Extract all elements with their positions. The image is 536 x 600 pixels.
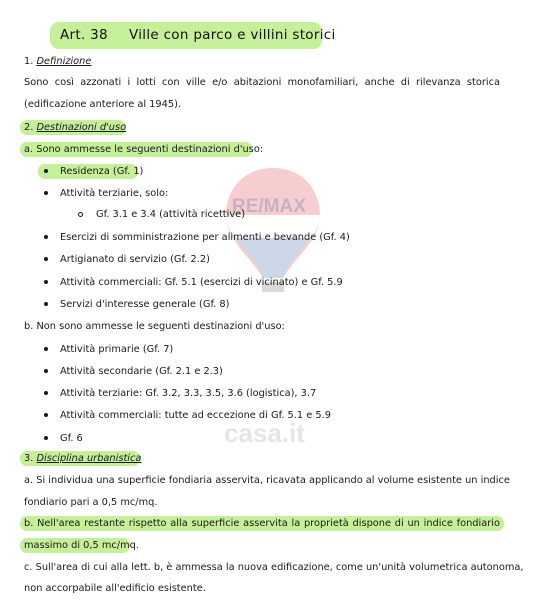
remax-watermark-text: RE/MAX bbox=[232, 196, 306, 217]
section-2-heading bbox=[24, 121, 126, 135]
list-item: Artigianato di servizio (Gf. 2.2) bbox=[60, 254, 210, 265]
casa-watermark-text: casa.it bbox=[224, 418, 305, 448]
bullet bbox=[44, 302, 48, 306]
section-3c-line-1: c. Sull'area di cui alla lett. b, è ammessa la nuova edificazione, come un'unità volumetrica autonoma, bbox=[24, 562, 524, 573]
bullet bbox=[44, 391, 48, 395]
article-name: Ville con parco e villini storici bbox=[129, 27, 336, 43]
bullet bbox=[44, 169, 48, 173]
section-3a-line-1: a. Si individua una superficie fondiaria asservita, ricavata applicando al volume esistente un indice bbox=[24, 475, 510, 486]
section-3c-line-2: non accorpabile all'edificio esistente. bbox=[24, 583, 206, 594]
bullet bbox=[44, 436, 48, 440]
list-item: Residenza (Gf. 1) bbox=[60, 166, 144, 177]
list-item: Servizi d'interesse generale (Gf. 8) bbox=[60, 299, 230, 310]
list-item: Attività commerciali: tutte ad eccezione di Gf. 5.1 e 5.9 bbox=[60, 410, 331, 421]
bullet bbox=[44, 369, 48, 373]
sub-bullet bbox=[78, 212, 83, 217]
bullet bbox=[44, 235, 48, 239]
bullet bbox=[44, 347, 48, 351]
section-3a-line-2: fondiario pari a 0,5 mc/mq. bbox=[24, 497, 158, 508]
section-1-text-line-1: Sono così azzonati i lotti con ville e/o abitazioni monofamiliari, anche di rilevanza storica bbox=[24, 77, 500, 88]
bullet bbox=[44, 413, 48, 417]
section-1-text-line-2: (edificazione anteriore al 1945). bbox=[24, 99, 182, 110]
section-1-heading bbox=[24, 55, 91, 69]
section-1-title: Definizione bbox=[36, 56, 92, 67]
list-item: Attività secondarie (Gf. 2.1 e 2.3) bbox=[60, 366, 223, 377]
list-sub-item: Gf. 3.1 e 3.4 (attività ricettive) bbox=[96, 209, 246, 220]
list-item: Attività terziarie, solo: bbox=[60, 188, 169, 199]
section-3b-line-1: b. Nell'area restante rispetto alla superficie asservita la proprietà dispone di un indice fondiario bbox=[24, 518, 500, 529]
list-item: Attività commerciali: Gf. 5.1 (esercizi di vicinato) e Gf. 5.9 bbox=[60, 277, 343, 288]
section-1-number: 1. bbox=[24, 56, 34, 67]
list-item: Attività primarie (Gf. 7) bbox=[60, 344, 174, 355]
section-2-number: 2. bbox=[24, 122, 34, 133]
section-2-title: Destinazioni d'uso bbox=[36, 122, 127, 133]
article-title bbox=[60, 27, 336, 43]
section-3-title: Disciplina urbanistica bbox=[36, 453, 142, 464]
section-2b-intro: b. Non sono ammesse le seguenti destinazioni d'uso: bbox=[24, 321, 285, 332]
section-3b-line-2: massimo di 0,5 mc/mq. bbox=[24, 540, 139, 551]
article-number: Art. 38 bbox=[60, 27, 108, 43]
list-item: Esercizi di somministrazione per alimenti e bevande (Gf. 4) bbox=[60, 232, 350, 243]
list-item: Attività terziarie: Gf. 3.2, 3.3, 3.5, 3.6 (logistica), 3.7 bbox=[60, 388, 317, 399]
section-3-number: 3. bbox=[24, 453, 34, 464]
section-2a-intro: a. Sono ammesse le seguenti destinazioni d'uso: bbox=[24, 144, 264, 155]
bullet bbox=[44, 280, 48, 284]
section-3-heading bbox=[24, 452, 141, 466]
bullet bbox=[44, 191, 48, 195]
list-item: Gf. 6 bbox=[60, 433, 83, 444]
bullet bbox=[44, 257, 48, 261]
